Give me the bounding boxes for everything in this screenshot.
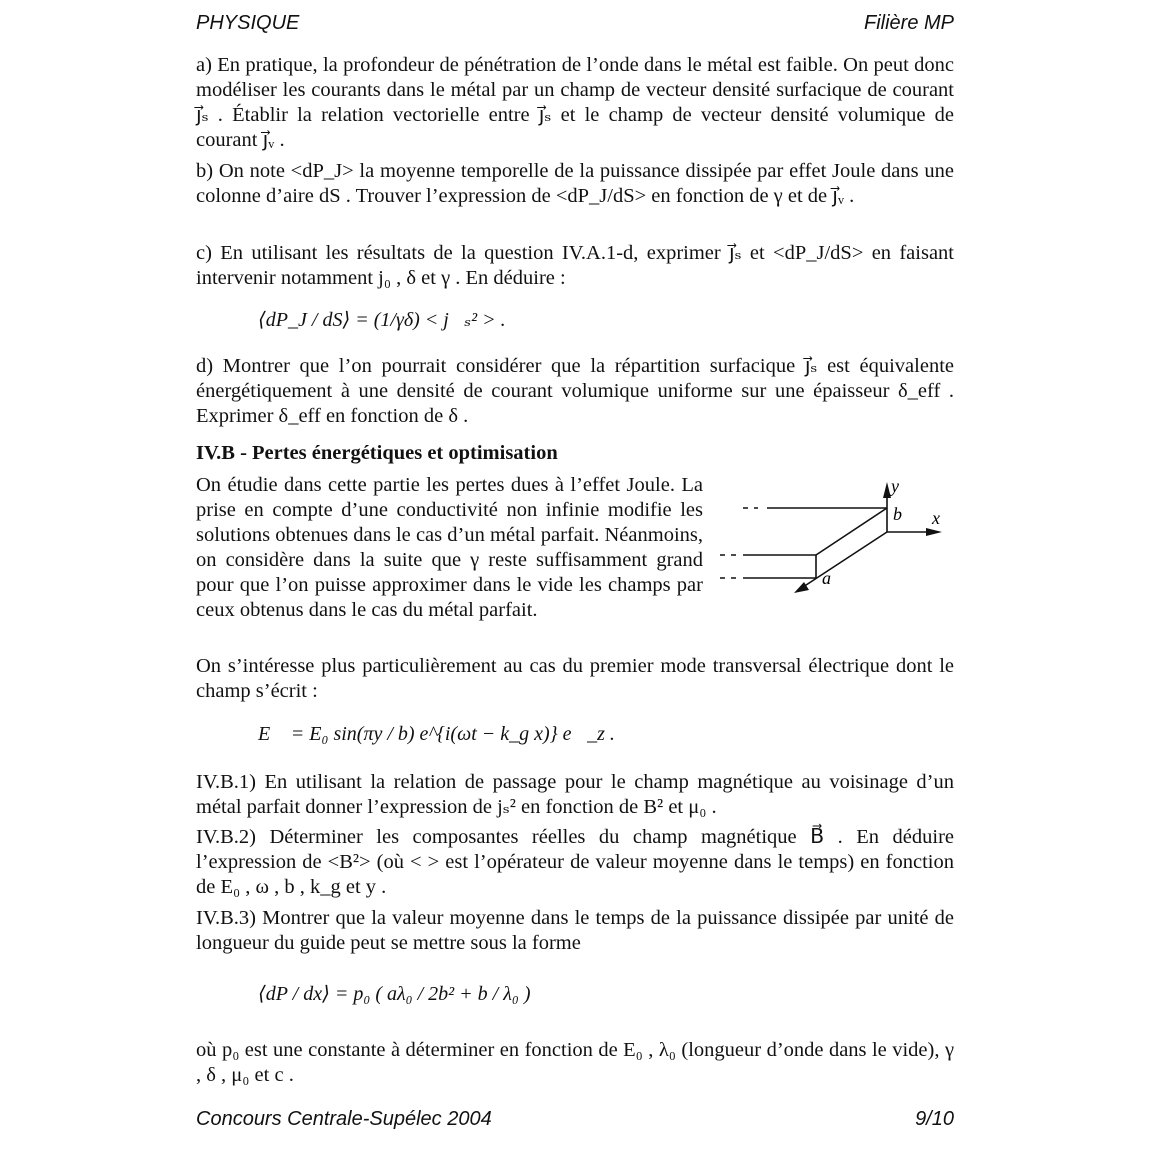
section-intro: On étudie dans cette partie les pertes dues à l’effet Joule. La prise en compte d’une conductivité non infinie modifie les solutions obtenues dans le cas d’un métal parfait. Néanmoins, on considère dans la suite que γ reste suffisamment grand pour que l’on puisse approximer dans le vide les champs par ceux obtenus dans le cas du métal parfait. [196, 474, 703, 621]
waveguide-diagram [710, 470, 970, 600]
constant-p0-text: où p₀ est une constante à déterminer en fonction de E₀ , λ₀ (longueur d’onde dans le vide), γ , δ , μ₀ et c . [196, 1039, 954, 1086]
question-ivb3: IV.B.3) Montrer que la valeur moyenne dans le temps de la puissance dissipée par unité de longueur du guide peut se mettre sous la forme [196, 907, 954, 954]
question-d: d) Montrer que l’on pourrait considérer que la répartition surfacique j⃗ₛ est équivalente énergétiquement à une densité de courant volumique uniforme sur une épaisseur δ_eff . Exprimer δ_eff en fonction de δ . [196, 355, 954, 427]
header-track: Filière MP [863, 12, 954, 34]
mode-intro: On s’intéresse plus particulièrement au cas du premier mode transversal électrique dont le champ s’écrit : [196, 655, 954, 702]
dimension-label-a: a [822, 568, 831, 588]
axis-label-y: y [891, 476, 899, 496]
question-b: b) On note <dP_J> la moyenne temporelle de la puissance dissipée par effet Joule dans une colonne d’aire dS . Trouver l’expression de <dP_J/dS> en fonction de γ et de j⃗ᵥ . [196, 160, 954, 207]
question-c: c) En utilisant les résultats de la question IV.A.1-d, exprimer j⃗ₛ et <dP_J/dS> en faisant intervenir notamment j₀ , δ et γ . En déduire : [196, 242, 954, 289]
equation-dp-dx: ⟨dP / dx⟩ = p₀ ( aλ₀ / 2b² + b / λ₀ ) [258, 983, 531, 1005]
question-a: a) En pratique, la profondeur de pénétration de l’onde dans le métal est faible. On peut donc modéliser les courants dans le métal par un champ de vecteur densité surfacique de courant j⃗ₛ . Établir la relation vectorielle entre j⃗ₛ et le champ de vecteur densité volumique de courant j⃗ᵥ . [196, 54, 954, 151]
question-ivb2: IV.B.2) Déterminer les composantes réelles du champ magnétique B⃗ . En déduire l’expression de <B²> (où < > est l’opérateur de valeur moyenne dans le temps) en fonction de E₀ , ω , b , k_g et y . [196, 826, 954, 898]
equation-dpj-ds: ⟨dP_J / dS⟩ = (1/γδ) < j⃗ₛ² > . [258, 309, 506, 331]
header-subject: PHYSIQUE [196, 12, 300, 34]
page-number: 9/10 [915, 1108, 954, 1130]
axis-label-x: x [932, 508, 940, 528]
footer-exam: Concours Centrale-Supélec 2004 [196, 1108, 492, 1130]
section-heading: IV.B - Pertes énergétiques et optimisation [196, 442, 558, 464]
dimension-label-b: b [893, 504, 902, 524]
question-ivb1: IV.B.1) En utilisant la relation de passage pour le champ magnétique au voisinage d’un métal parfait donner l’expression de jₛ² en fonction de B² et μ₀ . [196, 771, 954, 818]
equation-electric-field: E⃗ = E₀ sin(πy / b) e^{i(ωt − k_g x)} e⃗_z . [258, 723, 615, 745]
